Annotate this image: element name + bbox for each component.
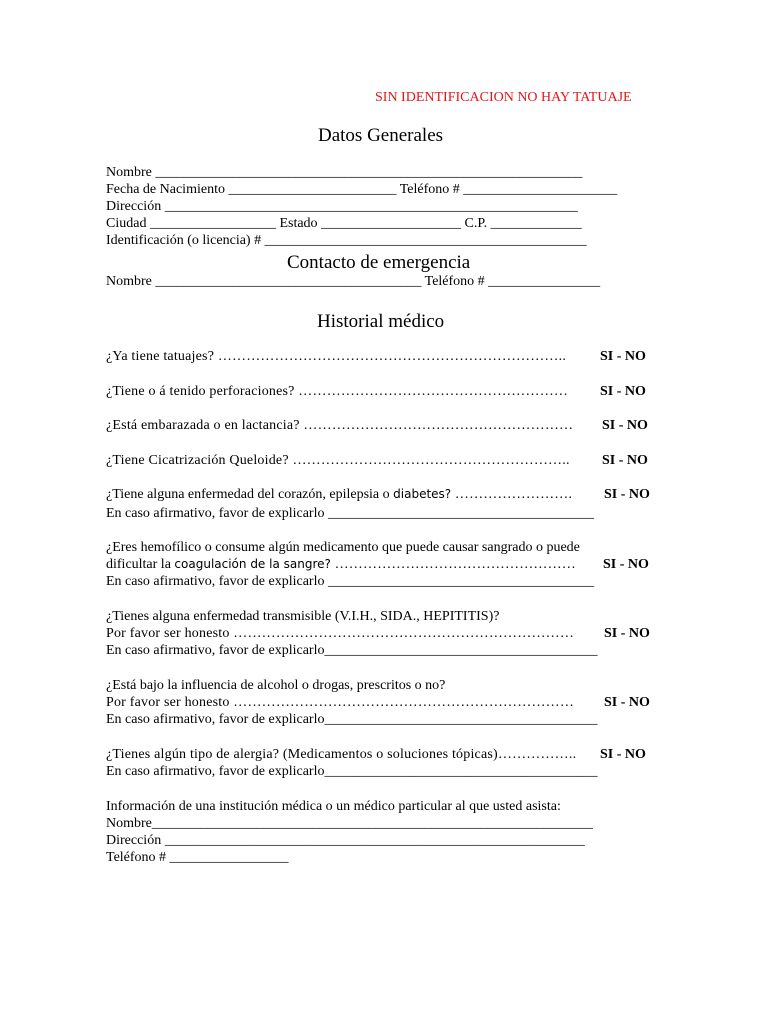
- explain-field[interactable]: En caso afirmativo, favor de explicarlo ______________________________________: [106, 574, 594, 589]
- honesty-note: Por favor ser honesto ………………………………………………………………: [106, 626, 575, 641]
- birth-phone-field[interactable]: Fecha de Nacimiento ________________________ Teléfono # ______________________: [106, 182, 618, 197]
- question-allergies: ¿Tienes algún tipo de alergia? (Medicamentos o soluciones tópicas)……………..: [106, 747, 577, 762]
- id-license-field[interactable]: Identificación (o licencia) # ______________________________________________: [106, 233, 587, 248]
- id-warning: SIN IDENTIFICACION NO HAY TATUAJE: [375, 90, 632, 105]
- institution-phone-field[interactable]: Teléfono # _________________: [106, 850, 289, 865]
- question-transmissible-disease: ¿Tienes alguna enfermedad transmisible (V.I.H., SIDA., HEPITITIS)?: [106, 609, 500, 624]
- question-heart-epilepsy-diabetes: [106, 486, 572, 503]
- explain-field[interactable]: En caso afirmativo, favor de explicarlo_______________________________________: [106, 643, 598, 658]
- yes-no-option[interactable]: SI - NO: [600, 384, 646, 399]
- institution-intro: Información de una institución médica o un médico particular al que usted asista:: [106, 799, 561, 814]
- name-field[interactable]: Nombre _____________________________________________________________: [106, 165, 583, 180]
- question-keloid: ¿Tiene Cicatrización Queloide? …………………………………………………..: [106, 453, 570, 468]
- question-tattoos: ¿Ya tiene tatuajes? ………………………………………………………………..: [106, 349, 567, 364]
- dot-leader: …………………….: [451, 487, 573, 502]
- page-title: Datos Generales: [318, 125, 444, 146]
- emergency-contact-field[interactable]: Nombre ______________________________________ Teléfono # ________________: [106, 274, 601, 289]
- yes-no-option[interactable]: SI - NO: [604, 695, 650, 710]
- explain-field[interactable]: En caso afirmativo, favor de explicarlo_______________________________________: [106, 712, 598, 727]
- yes-no-option[interactable]: SI - NO: [602, 453, 648, 468]
- explain-field[interactable]: En caso afirmativo, favor de explicarlo_______________________________________: [106, 764, 598, 779]
- honesty-note: Por favor ser honesto ………………………………………………………………: [106, 695, 575, 710]
- yes-no-option[interactable]: SI - NO: [600, 747, 646, 762]
- yes-no-option[interactable]: SI - NO: [604, 487, 650, 502]
- institution-address-field[interactable]: Dirección ____________________________________________________________: [106, 833, 585, 848]
- question-hemophilia: ¿Eres hemofílico o consume algún medicamento que puede causar sangrado o puede: [106, 540, 580, 555]
- institution-name-field[interactable]: Nombre_______________________________________________________________: [106, 816, 593, 831]
- question-text: ¿Tiene alguna enfermedad del corazón, epilepsia o: [106, 487, 394, 502]
- medical-history-title: Historial médico: [317, 311, 445, 332]
- question-pregnancy: ¿Está embarazada o en lactancia? …………………………………………………: [106, 418, 574, 433]
- explain-field[interactable]: En caso afirmativo, favor de explicarlo ______________________________________: [106, 506, 594, 521]
- yes-no-option[interactable]: SI - NO: [602, 418, 648, 433]
- address-field[interactable]: Dirección ___________________________________________________________: [106, 199, 578, 214]
- question-alcohol-drugs: ¿Está bajo la influencia de alcohol o drogas, prescritos o no?: [106, 678, 446, 693]
- question-text: dificultar la: [106, 557, 175, 572]
- dot-leader: ……………………………………………: [330, 557, 576, 572]
- question-text-coagulation: coagulación de la sangre?: [174, 557, 331, 571]
- city-state-zip-field[interactable]: Ciudad __________________ Estado ____________________ C.P. _____________: [106, 216, 582, 231]
- yes-no-option[interactable]: SI - NO: [603, 557, 649, 572]
- yes-no-option[interactable]: SI - NO: [604, 626, 650, 641]
- emergency-contact-title: Contacto de emergencia: [287, 252, 471, 273]
- question-text-diabetes: diabetes?: [393, 487, 452, 501]
- question-hemophilia-continued: [106, 556, 576, 573]
- question-piercings: ¿Tiene o á tenido perforaciones? …………………………………………………: [106, 384, 569, 399]
- yes-no-option[interactable]: SI - NO: [600, 349, 646, 364]
